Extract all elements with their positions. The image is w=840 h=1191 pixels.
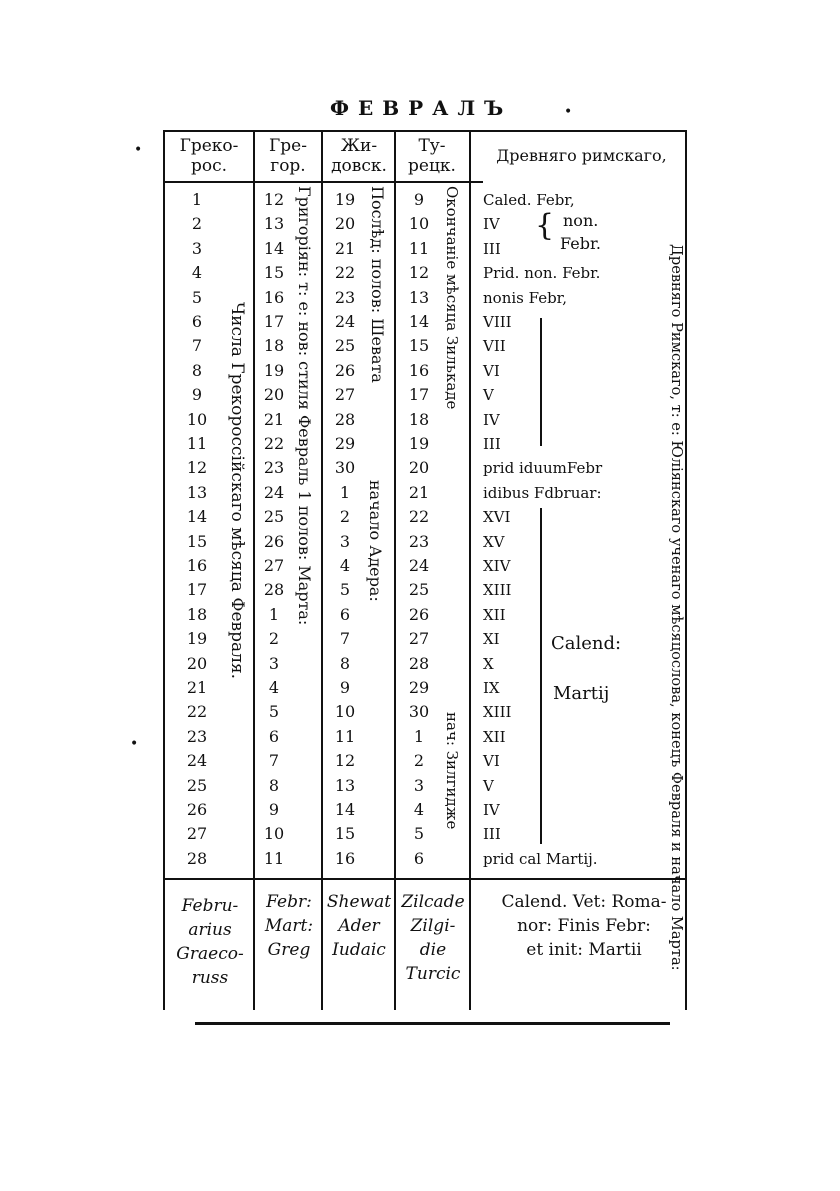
table-cell-greco: 21 (186, 678, 208, 697)
table-cell-jew: 2 (339, 507, 351, 527)
table-cell-jew: 14 (334, 800, 356, 819)
table-cell-turk: 6 (413, 848, 425, 868)
table-cell-greco: 6 (191, 312, 203, 331)
footer-line: Shewat (326, 892, 392, 912)
table-cell-greg: 28 (263, 580, 285, 600)
footer-turk (394, 890, 472, 986)
footer-line: die (419, 940, 447, 960)
table-cell-roman: XIII (483, 703, 512, 722)
footer-roman (476, 890, 692, 962)
print-mark-left-mid: • (130, 736, 139, 752)
table-cell-turk: 17 (408, 385, 430, 405)
footer-line: Graeco- (176, 944, 244, 964)
header-greg: Гре-гор. (269, 136, 307, 176)
table-cell-greg: 11 (263, 848, 285, 868)
table-cell-greco: 28 (186, 848, 208, 868)
table-cell-turk: 19 (408, 434, 430, 453)
table-cell-greg: 1 (268, 604, 280, 624)
table-cell-turk: 10 (408, 214, 430, 234)
table-cell-roman: VII (483, 337, 506, 356)
table-cell-roman: XIV (483, 557, 511, 575)
vertical-note-greco: Числа Грекороссійскаго мѣсяца Февраля. (227, 302, 247, 680)
table-cell-jew: 11 (334, 726, 356, 746)
roman-calend-label: Calend: (551, 633, 622, 654)
table-cell-turk: 11 (408, 238, 430, 258)
table-cell-turk: 12 (408, 263, 430, 283)
brace-nones: { (535, 208, 555, 243)
table-cell-turk: 29 (408, 678, 430, 697)
table-cell-greco: 7 (191, 336, 203, 356)
table-cell-jew: 16 (334, 848, 356, 868)
footer-line: Calend. Vet: Roma- (501, 892, 667, 912)
table-cell-jew: 20 (334, 214, 356, 234)
footer-rule (165, 878, 685, 880)
table-cell-turk: 2 (413, 751, 425, 771)
table-cell-turk: 5 (413, 824, 425, 844)
table-cell-greg: 5 (268, 702, 280, 722)
brace-ides-line (540, 318, 542, 446)
table-cell-turk: 4 (413, 800, 425, 819)
footer-line: nor: Finis Febr: (517, 916, 651, 936)
table-cell-greco: 24 (186, 751, 208, 771)
table-cell-turk: 28 (408, 653, 430, 673)
header-greco: Греко-рос. (179, 136, 239, 176)
footer-line: arius (188, 920, 232, 940)
table-cell-greco: 22 (186, 702, 208, 722)
table-cell-jew: 19 (334, 190, 356, 209)
table-cell-turk: 14 (408, 312, 430, 331)
page-title: ФЕВРАЛЪ (330, 96, 513, 120)
table-cell-roman: IV (483, 410, 500, 429)
table-cell-greg: 3 (268, 653, 280, 673)
footer-jew (322, 890, 396, 962)
table-cell-roman: prid cal Martij. (483, 849, 598, 868)
table-cell-greco: 13 (186, 482, 208, 502)
table-cell-jew: 9 (339, 678, 351, 697)
table-cell-roman: VIII (483, 313, 512, 331)
table-cell-jew: 4 (339, 556, 351, 575)
table-cell-greg: 18 (263, 336, 285, 356)
table-cell-greg: 21 (263, 409, 285, 429)
roman-martij-label: Martij (553, 683, 610, 704)
table-cell-greco: 3 (191, 238, 203, 258)
header-turk: Ту-рецк. (408, 136, 456, 176)
footer-line: Iudaic (332, 940, 386, 960)
vertical-note-greg: Григоріян: т: е: нов: стиля Февраль 1 полов: Марта: (295, 186, 314, 626)
table-cell-roman: IX (483, 679, 500, 697)
table-cell-greg: 8 (268, 775, 280, 795)
table-cell-jew: 1 (339, 482, 351, 502)
vertical-note-right: Древняго Римскаго, т: е: Юліянскаго ученаго мѣсяцослова, конецъ Февраля и начало Марта: (668, 244, 685, 971)
table-cell-greg: 25 (263, 507, 285, 527)
bottom-rule (195, 1022, 670, 1025)
footer-line: et init: Martii (526, 940, 642, 960)
table-cell-jew: 27 (334, 385, 356, 405)
table-cell-jew: 21 (334, 238, 356, 258)
table-cell-greg: 23 (263, 458, 285, 478)
table-cell-turk: 15 (408, 336, 430, 356)
table-cell-jew: 28 (334, 409, 356, 429)
footer-line: Febr: (266, 892, 312, 912)
table-cell-turk: 26 (408, 604, 430, 624)
table-cell-roman: V (483, 386, 494, 405)
table-cell-greg: 22 (263, 434, 285, 453)
table-cell-roman: XI (483, 630, 500, 649)
vertical-note-turk-top: Окончаніе мѣсяца Зилькаде (443, 186, 461, 410)
table-cell-jew: 26 (334, 360, 356, 380)
table-cell-jew: 29 (334, 434, 356, 453)
table-cell-roman: XIII (483, 581, 512, 600)
footer-greg (255, 890, 323, 962)
table-cell-greco: 19 (186, 629, 208, 649)
table-cell-jew: 30 (334, 458, 356, 478)
table-cell-roman: XV (483, 532, 505, 551)
table-cell-greco: 18 (186, 604, 208, 624)
table-cell-greg: 14 (263, 238, 285, 258)
table-cell-greco: 23 (186, 726, 208, 746)
table-cell-greg: 17 (263, 312, 285, 331)
table-cell-jew: 24 (334, 312, 356, 331)
table-cell-greco: 17 (186, 580, 208, 600)
table-cell-greco: 16 (186, 556, 208, 575)
roman-non-label: non. (563, 211, 599, 230)
table-cell-roman: idibus Fdbruar: (483, 483, 602, 502)
table-cell-jew: 3 (339, 531, 351, 551)
table-cell-greg: 24 (263, 482, 285, 502)
footer-line: Greg (267, 940, 311, 960)
table-cell-greco: 20 (186, 653, 208, 673)
table-cell-turk: 30 (408, 702, 430, 722)
table-cell-greg: 19 (263, 360, 285, 380)
table-cell-greg: 6 (268, 726, 280, 746)
table-cell-roman: III (483, 825, 501, 844)
table-cell-jew: 25 (334, 336, 356, 356)
vertical-note-turk-bottom: нач: Зилгидже (443, 712, 461, 830)
table-cell-jew: 15 (334, 824, 356, 844)
table-cell-greco: 5 (191, 287, 203, 307)
table-cell-jew: 12 (334, 751, 356, 771)
vertical-note-jew-top: Послѣд: полов: Шевата (368, 186, 387, 383)
vertical-note-jew-bottom: начало Адера: (366, 480, 385, 602)
table-cell-turk: 20 (408, 458, 430, 478)
table-cell-jew: 5 (339, 580, 351, 600)
table-cell-turk: 23 (408, 531, 430, 551)
footer-line: Zilgi- (410, 916, 456, 936)
table-cell-roman: Prid. non. Febr. (483, 264, 601, 283)
footer-greco (166, 894, 254, 990)
table-cell-roman: VI (483, 752, 500, 771)
table-cell-greco: 12 (186, 458, 208, 478)
table-cell-greg: 27 (263, 556, 285, 575)
table-cell-greco: 8 (191, 360, 203, 380)
table-cell-turk: 16 (408, 360, 430, 380)
table-cell-greco: 4 (191, 263, 203, 283)
footer-line: russ (191, 968, 229, 988)
footer-line: Ader (338, 916, 380, 936)
footer-line: Mart: (264, 916, 314, 936)
table-cell-greg: 12 (263, 190, 285, 209)
table-cell-turk: 9 (413, 190, 425, 209)
table-cell-greg: 4 (268, 678, 280, 697)
table-cell-roman: IV (483, 215, 500, 234)
table-cell-roman: XII (483, 727, 506, 746)
table-cell-greg: 10 (263, 824, 285, 844)
table-cell-turk: 13 (408, 287, 430, 307)
table-cell-jew: 7 (339, 629, 351, 649)
table-cell-roman: Caled. Febr, (483, 191, 575, 209)
footer-line: Febru- (181, 896, 239, 916)
header-roman: Древняго римскаго, (496, 146, 667, 165)
left-border (163, 130, 165, 1010)
print-mark-title: • (564, 104, 573, 120)
table-cell-turk: 24 (408, 556, 430, 575)
table-cell-greg: 13 (263, 214, 285, 234)
table-cell-greg: 26 (263, 531, 285, 551)
table-cell-jew: 6 (339, 604, 351, 624)
table-cell-turk: 1 (413, 726, 425, 746)
table-cell-greco: 14 (186, 507, 208, 527)
table-cell-greg: 7 (268, 751, 280, 771)
footer-line: Zilcade (401, 892, 465, 912)
table-cell-roman: XII (483, 605, 506, 624)
table-cell-greg: 15 (263, 263, 285, 283)
table-cell-greg: 20 (263, 385, 285, 405)
table-cell-jew: 8 (339, 653, 351, 673)
table-cell-greco: 10 (186, 409, 208, 429)
table-cell-roman: III (483, 239, 501, 258)
header-rule (165, 181, 483, 183)
table-cell-greg: 9 (268, 800, 280, 819)
table-cell-roman: X (483, 654, 494, 673)
table-cell-roman: III (483, 435, 501, 453)
table-cell-turk: 22 (408, 507, 430, 527)
roman-febr-label: Febr. (560, 234, 601, 253)
table-cell-roman: V (483, 776, 494, 795)
table-cell-turk: 25 (408, 580, 430, 600)
table-cell-jew: 22 (334, 263, 356, 283)
table-cell-turk: 21 (408, 482, 430, 502)
print-mark-left-top: • (134, 142, 143, 158)
brace-kalends-line (540, 508, 542, 844)
table-cell-roman: prid iduumFebr (483, 459, 603, 478)
table-cell-roman: nonis Febr, (483, 288, 567, 307)
table-cell-jew: 10 (334, 702, 356, 722)
table-cell-greco: 26 (186, 800, 208, 819)
table-cell-greco: 25 (186, 775, 208, 795)
table-cell-turk: 27 (408, 629, 430, 649)
table-cell-greg: 2 (268, 629, 280, 649)
top-rule (165, 130, 685, 132)
table-cell-greco: 27 (186, 824, 208, 844)
table-cell-greco: 11 (186, 434, 208, 453)
table-cell-roman: XVI (483, 508, 511, 527)
footer-line: Turcic (405, 964, 461, 984)
table-cell-greco: 15 (186, 531, 208, 551)
table-cell-roman: IV (483, 801, 500, 819)
table-cell-greco: 1 (191, 190, 203, 209)
table-cell-jew: 13 (334, 775, 356, 795)
col-divider-4 (469, 130, 471, 1010)
table-cell-greco: 2 (191, 214, 203, 234)
table-cell-greco: 9 (191, 385, 203, 405)
table-cell-roman: VI (483, 361, 500, 380)
table-cell-jew: 23 (334, 287, 356, 307)
table-cell-greg: 16 (263, 287, 285, 307)
table-cell-turk: 3 (413, 775, 425, 795)
table-cell-turk: 18 (408, 409, 430, 429)
header-jew: Жи-довск. (331, 136, 387, 176)
